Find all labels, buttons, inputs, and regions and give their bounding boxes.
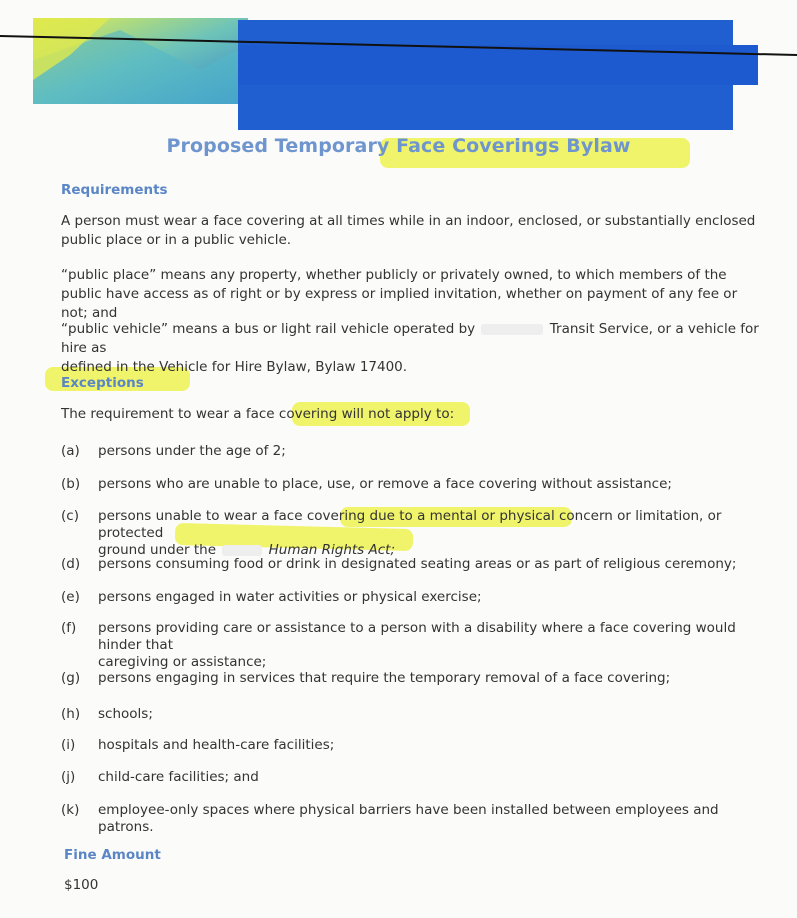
document-title: Proposed Temporary Face Coverings Bylaw	[166, 135, 631, 157]
item-letter: (k)	[61, 802, 80, 818]
item-text: persons consuming food or drink in designated seating areas or as part of religious ceremony;	[98, 556, 737, 572]
redacted-jurisdiction	[222, 545, 262, 556]
exceptions-heading: Exceptions	[61, 375, 144, 391]
item-text	[98, 620, 763, 671]
public-vehicle-text-a: “public vehicle” means a bus or light rail vehicle operated by	[61, 321, 476, 337]
item-text: hospitals and health-care facilities;	[98, 737, 335, 753]
redacted-logo-banner	[0, 0, 797, 140]
item-text: persons engaged in water activities or physical exercise;	[98, 589, 482, 605]
redacted-logo-graphic	[0, 0, 797, 140]
exceptions-intro: The requirement to wear a face covering will not apply to:	[61, 406, 455, 422]
redacted-city-name	[481, 324, 543, 335]
human-rights-act: Human Rights Act;	[268, 542, 395, 558]
public-vehicle-definition	[61, 320, 761, 377]
item-letter: (c)	[61, 508, 79, 524]
public-place-definition: “public place” means any property, whether publicly or privately owned, to which members of the public have access as of right or by express or implied invitation, whether on payment of any fee or not; and	[61, 267, 738, 321]
item-letter: (b)	[61, 476, 81, 492]
item-text-line-2: caregiving or assistance;	[98, 654, 267, 670]
item-letter: (i)	[61, 737, 76, 753]
item-letter: (a)	[61, 443, 80, 459]
item-text-line-1: persons providing care or assistance to a person with a disability where a face covering would hinder that	[98, 620, 736, 653]
item-text: child-care facilities; and	[98, 769, 259, 785]
public-vehicle-text-c: defined in the Vehicle for Hire Bylaw, Bylaw 17400.	[61, 359, 408, 375]
fine-amount-heading: Fine Amount	[64, 847, 161, 863]
item-text-line-1: persons unable to wear a face covering due to a mental or physical concern or limitation, or protected	[98, 508, 722, 541]
item-letter: (d)	[61, 556, 81, 572]
item-text: persons who are unable to place, use, or remove a face covering without assistance;	[98, 476, 672, 492]
item-letter: (f)	[61, 620, 77, 636]
item-letter: (e)	[61, 589, 80, 605]
item-text	[98, 508, 763, 559]
item-text: schools;	[98, 706, 153, 722]
item-letter: (g)	[61, 670, 81, 686]
item-letter: (h)	[61, 706, 81, 722]
item-text: persons engaging in services that require the temporary removal of a face covering;	[98, 670, 671, 686]
item-text: employee-only spaces where physical barriers have been installed between employees and patrons.	[98, 802, 719, 835]
public-vehicle-text-b: Transit Service, or a vehicle for hire as	[61, 321, 759, 356]
requirements-heading: Requirements	[61, 182, 168, 198]
item-letter: (j)	[61, 769, 76, 785]
fine-amount-value: $100	[64, 877, 99, 893]
item-text: persons under the age of 2;	[98, 443, 286, 459]
requirements-paragraph-1: A person must wear a face covering at all times while in an indoor, enclosed, or substantially enclosed public place or in a public vehicle.	[61, 213, 756, 248]
item-text-line-2: ground under the	[98, 542, 217, 558]
